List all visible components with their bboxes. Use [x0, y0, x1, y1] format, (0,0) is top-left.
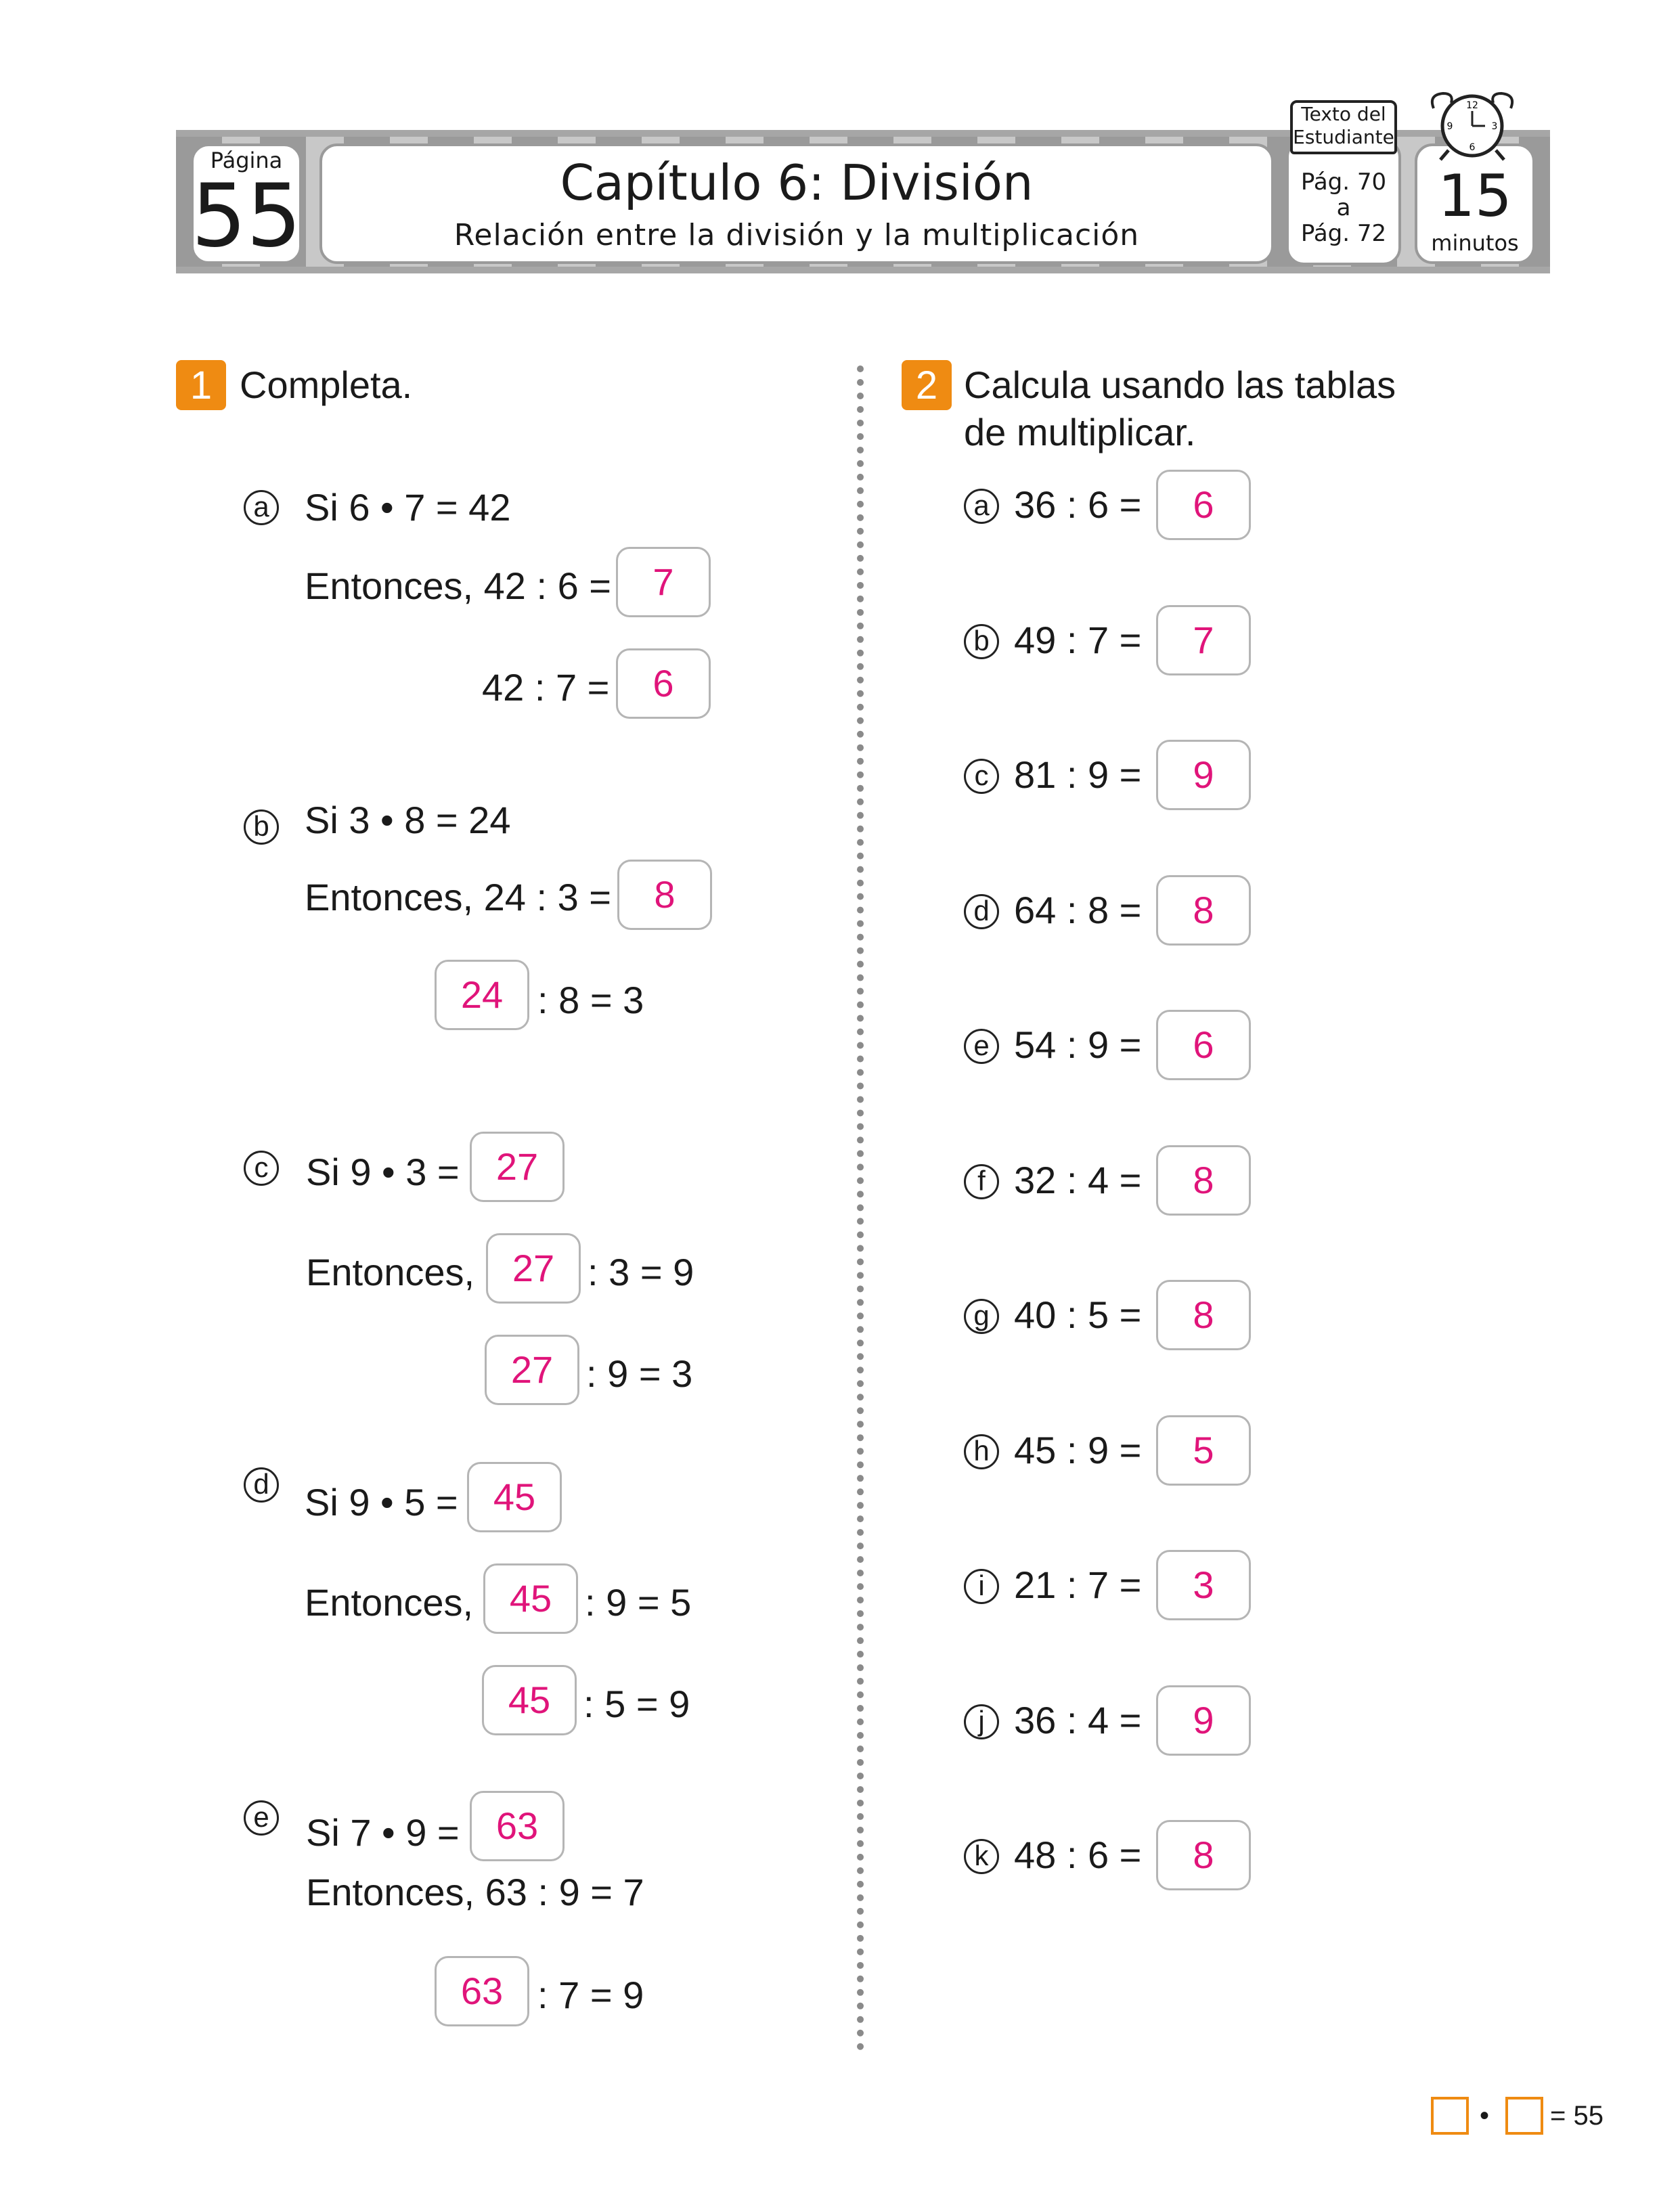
expression-2c: 81 : 9 = [1014, 753, 1142, 796]
expression-2d: 64 : 8 = [1014, 889, 1142, 931]
question-1c-1-rest: : 3 = 9 [588, 1251, 694, 1293]
answer-box-1d-1[interactable]: 45 [483, 1563, 578, 1634]
chapter-title: Capítulo 6: División [560, 154, 1034, 211]
footer-square-left [1431, 2097, 1469, 2135]
answer-box-2g[interactable]: 8 [1156, 1280, 1251, 1350]
item-letter-1b: b [244, 809, 279, 845]
answer-box-1b-2[interactable]: 24 [435, 960, 529, 1030]
item-letter-2k: k [964, 1839, 999, 1874]
book-label-line2: Estudiante [1293, 126, 1394, 148]
item-letter-1a: a [244, 490, 279, 525]
answer-box-2j[interactable]: 9 [1156, 1685, 1251, 1756]
answer-box-2h[interactable]: 5 [1156, 1415, 1251, 1486]
answer-box-1e-2[interactable]: 63 [435, 1956, 529, 2026]
item-letter-2d: d [964, 894, 999, 929]
alarm-clock-icon [1421, 88, 1523, 162]
section-1-badge: 1 [176, 360, 226, 410]
answer-box-2c[interactable]: 9 [1156, 740, 1251, 810]
clock-6: 6 [1469, 142, 1476, 153]
expression-2k: 48 : 6 = [1014, 1834, 1142, 1876]
answer-box-1e-0[interactable]: 63 [470, 1791, 565, 1861]
footer-dot: • [1480, 2101, 1490, 2131]
statement-1d: Si 9 • 5 = [305, 1481, 458, 1524]
question-1a-1: Entonces, 42 : 6 = [305, 564, 611, 607]
expression-2i: 21 : 7 = [1014, 1563, 1142, 1606]
page-number: 55 [191, 166, 302, 267]
footer-square-right [1505, 2097, 1543, 2135]
question-1d-2-rest: : 5 = 9 [583, 1683, 690, 1725]
answer-box-2a[interactable]: 6 [1156, 470, 1251, 540]
expression-2j: 36 : 4 = [1014, 1699, 1142, 1741]
item-letter-2c: c [964, 759, 999, 794]
item-letter-2i: i [964, 1569, 999, 1604]
question-1e-2-rest: : 7 = 9 [537, 1974, 644, 2016]
item-letter-2a: a [964, 489, 999, 524]
item-letter-2b: b [964, 624, 999, 659]
item-letter-2e: e [964, 1029, 999, 1064]
expression-2a: 36 : 6 = [1014, 483, 1142, 526]
answer-box-1b-1[interactable]: 8 [617, 860, 712, 930]
page-label: Página [210, 148, 283, 173]
item-letter-2g: g [964, 1299, 999, 1334]
answer-box-1c-2[interactable]: 27 [485, 1335, 579, 1405]
item-letter-2j: j [964, 1704, 999, 1739]
answer-box-2f[interactable]: 8 [1156, 1145, 1251, 1216]
question-1d-1-rest: : 9 = 5 [585, 1581, 692, 1624]
statement-1e: Si 7 • 9 = [306, 1811, 460, 1854]
statement-1a: Si 6 • 7 = 42 [305, 486, 511, 529]
item-letter-1e: e [244, 1800, 279, 1836]
page-range-sep: a [1336, 194, 1351, 221]
answer-box-2b[interactable]: 7 [1156, 605, 1251, 675]
item-letter-1d: d [244, 1467, 279, 1503]
item-letter-2f: f [964, 1164, 999, 1199]
answer-box-1a-2[interactable]: 6 [616, 648, 711, 719]
expression-2g: 40 : 5 = [1014, 1293, 1142, 1336]
section-2-instruction-line1: Calcula usando las tablas [964, 363, 1396, 406]
answer-box-1c-1[interactable]: 27 [486, 1233, 581, 1304]
answer-box-1c-0[interactable]: 27 [470, 1132, 565, 1202]
answer-box-1d-0[interactable]: 45 [467, 1462, 562, 1532]
item-letter-2h: h [964, 1434, 999, 1469]
page-range [1286, 169, 1401, 246]
statement-1b: Si 3 • 8 = 24 [305, 799, 511, 841]
section-2-instruction-line2: de multiplicar. [964, 411, 1196, 453]
statement-1c: Si 9 • 3 = [306, 1151, 460, 1193]
page-range-start: Pág. 70 [1300, 169, 1387, 196]
question-1c-2-rest: : 9 = 3 [586, 1352, 693, 1395]
item-letter-1c: c [244, 1151, 279, 1186]
answer-box-2d[interactable]: 8 [1156, 875, 1251, 946]
expression-2b: 49 : 7 = [1014, 619, 1142, 661]
question-1e-1: Entonces, 63 : 9 = 7 [306, 1871, 644, 1913]
book-label-line1: Texto del [1301, 103, 1386, 125]
clock-9: 9 [1446, 121, 1453, 132]
time-unit: minutos [1431, 230, 1519, 256]
answer-box-1d-2[interactable]: 45 [482, 1665, 577, 1735]
question-1a-2: 42 : 7 = [482, 666, 610, 709]
expression-2h: 45 : 9 = [1014, 1429, 1142, 1471]
answer-box-2i[interactable]: 3 [1156, 1550, 1251, 1620]
clock-3: 3 [1491, 121, 1498, 132]
column-divider [857, 365, 864, 2051]
footer-result: = 55 [1550, 2101, 1604, 2131]
clock-12: 12 [1466, 100, 1478, 111]
answer-box-1a-1[interactable]: 7 [616, 547, 711, 617]
expression-2f: 32 : 4 = [1014, 1159, 1142, 1201]
answer-box-2e[interactable]: 6 [1156, 1010, 1251, 1080]
question-1b-2: : 8 = 3 [537, 979, 644, 1021]
question-1d-1: Entonces, [305, 1581, 474, 1624]
book-icon [1290, 100, 1397, 154]
section-1-instruction: Completa. [240, 363, 413, 406]
time-value: 15 [1438, 162, 1512, 230]
page-range-end: Pág. 72 [1300, 220, 1387, 247]
question-1c-1: Entonces, [306, 1251, 475, 1293]
chapter-subtitle: Relación entre la división y la multiplicación [454, 218, 1140, 252]
section-2-badge: 2 [902, 360, 952, 410]
expression-2e: 54 : 9 = [1014, 1023, 1142, 1066]
answer-box-2k[interactable]: 8 [1156, 1820, 1251, 1890]
question-1b-1: Entonces, 24 : 3 = [305, 876, 611, 918]
